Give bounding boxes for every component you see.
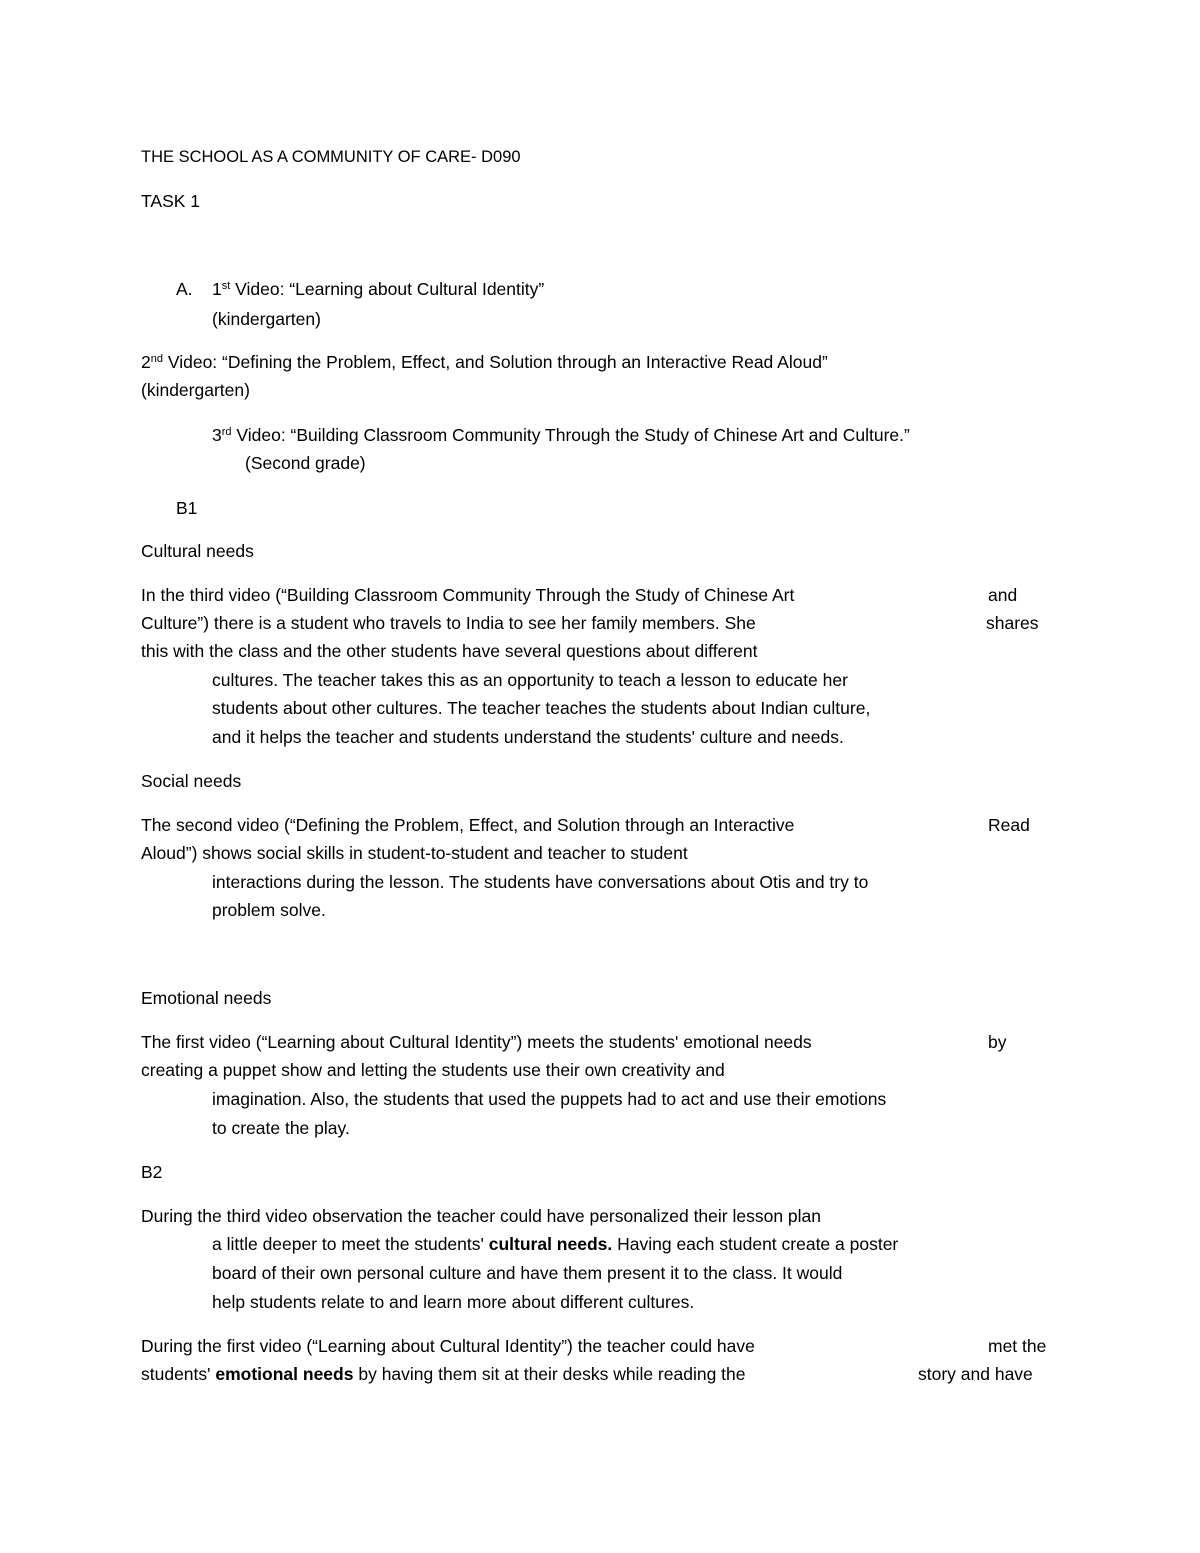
b2-p2-right-1: met the: [988, 1336, 1047, 1356]
video-1-title: Video: “Learning about Cultural Identity”: [235, 279, 545, 299]
video-3-ordinal-suffix: rd: [221, 426, 232, 438]
social-line-1: The second video (“Defining the Problem, Effect, and Solution through an Interactive: [141, 815, 795, 835]
video-2-grade: (kindergarten): [141, 380, 250, 400]
social-line-3: interactions during the lesson. The students have conversations about Otis and try to: [212, 872, 869, 892]
emotional-line-2: creating a puppet show and letting the students use their own creativity and: [141, 1060, 725, 1080]
b2-p2-right-2: story and have: [918, 1364, 1033, 1384]
video-3-line: [212, 424, 910, 446]
emotional-line-3: imagination. Also, the students that used the puppets had to act and use their emotions: [212, 1089, 887, 1109]
b2-p1-line-2-end: Having each student create a poster: [617, 1234, 899, 1254]
emotional-right-word-1: by: [988, 1032, 1007, 1052]
video-2-ordinal-suffix: nd: [150, 353, 163, 365]
cultural-needs-heading: Cultural needs: [141, 541, 254, 561]
video-1-line: [212, 278, 544, 300]
video-3-title: Video: “Building Classroom Community Through the Study of Chinese Art and Culture.”: [236, 425, 910, 445]
b2-p2-line-2-end: by having them sit at their desks while reading the: [358, 1364, 746, 1384]
b2-p1-line-2-start: a little deeper to meet the students': [212, 1234, 484, 1254]
cultural-line-4: cultures. The teacher takes this as an opportunity to teach a lesson to educate her: [212, 670, 848, 690]
social-line-4: problem solve.: [212, 900, 326, 920]
video-2-ordinal: 2: [141, 352, 151, 372]
b2-p1-line-4: help students relate to and learn more about different cultures.: [212, 1292, 695, 1312]
b2-p2-line-1: During the first video (“Learning about Cultural Identity”) the teacher could have: [141, 1336, 755, 1356]
b2-p1-line-1: During the third video observation the teacher could have personalized their lesson plan: [141, 1206, 822, 1226]
list-marker-a: A.: [176, 279, 193, 299]
cultural-line-3: this with the class and the other students have several questions about different: [141, 641, 758, 661]
emotional-line-4: to create the play.: [212, 1118, 350, 1138]
video-2-title: Video: “Defining the Problem, Effect, and Solution through an Interactive Read Aloud”: [167, 352, 828, 372]
b2-p2-line-2: [141, 1363, 746, 1385]
social-right-word-1: Read: [988, 815, 1030, 835]
b2-p1-bold-cultural-needs: cultural needs.: [488, 1234, 613, 1254]
video-2-line: [141, 351, 828, 373]
social-needs-heading: Social needs: [141, 771, 242, 791]
social-line-2: Aloud”) shows social skills in student-to-student and teacher to student: [141, 843, 688, 863]
b2-p2-line-2-start: students': [141, 1364, 211, 1384]
task-heading: TASK 1: [141, 191, 201, 211]
cultural-right-word-2: shares: [986, 613, 1039, 633]
video-1-ordinal: 1: [212, 279, 222, 299]
document-title: THE SCHOOL AS A COMMUNITY OF CARE- D090: [141, 148, 521, 166]
b2-p2-bold-emotional-needs: emotional needs: [215, 1364, 354, 1384]
cultural-line-6: and it helps the teacher and students understand the students' culture and needs.: [212, 727, 844, 747]
video-1-grade: (kindergarten): [212, 309, 321, 329]
cultural-line-1: In the third video (“Building Classroom Community Through the Study of Chinese Art: [141, 585, 795, 605]
video-3-grade: (Second grade): [245, 453, 366, 473]
cultural-line-5: students about other cultures. The teacher teaches the students about Indian culture,: [212, 698, 871, 718]
b1-heading: B1: [176, 498, 198, 518]
video-1-ordinal-suffix: st: [221, 280, 231, 292]
b2-p1-line-2: [212, 1233, 898, 1255]
video-3-ordinal: 3: [212, 425, 222, 445]
cultural-right-word-1: and: [988, 585, 1018, 605]
emotional-line-1: The first video (“Learning about Cultural Identity”) meets the students' emotional needs: [141, 1032, 812, 1052]
b2-p1-line-3: board of their own personal culture and have them present it to the class. It would: [212, 1263, 843, 1283]
emotional-needs-heading: Emotional needs: [141, 988, 272, 1008]
b2-heading: B2: [141, 1162, 163, 1182]
cultural-line-2: Culture”) there is a student who travels to India to see her family members. She: [141, 613, 756, 633]
